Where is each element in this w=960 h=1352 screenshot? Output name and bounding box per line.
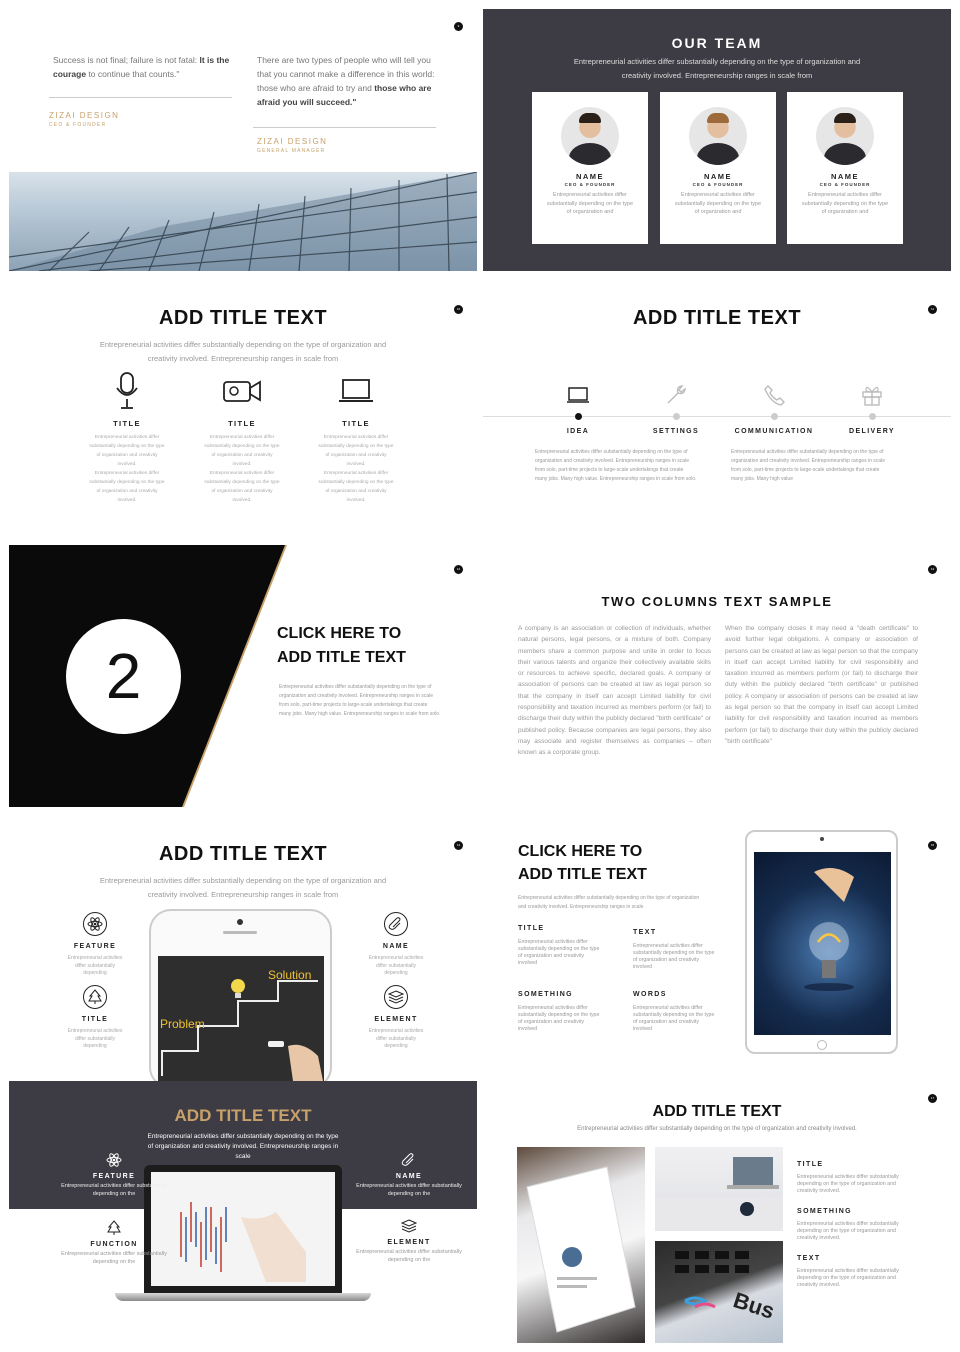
problem-label: Problem [160, 1017, 205, 1031]
text-column-1: A company is an association or collection of individuals, whether natural persons, legal persons, or a mixture of both. Company members share a common purpose and unite in order to focus their various talents and organize their collectively available skills or resources to achieve specific, declared goals. A company or association of persons can be created at law as legal person so that the company in itself can accept Limited liability for civil responsibility and taxation incurred as members perform (or fail) to discharge their duty within the publicly declared "birth certificate" or published policy. Because companies are legal persons, they also may associate and register themselves as companies – often known as a corporate group. [518, 625, 711, 757]
calculator-graphic [655, 1241, 783, 1343]
documents-graphic [517, 1147, 645, 1343]
page-number: 15 [928, 841, 937, 850]
feature-desc: Entrepreneurial activities differ substantially depending [67, 955, 123, 976]
column-title: TITLE [342, 419, 370, 428]
member-desc: Entrepreneurial activities differ substantially depending on the type of organization and [546, 192, 634, 215]
slide-quotes [9, 9, 477, 271]
slide-title-line-2: ADD TITLE TEXT [277, 649, 406, 666]
info-desc: Entrepreneurial activities differ substantially depending on the type of organization and creativity involved [518, 939, 600, 966]
avatar [816, 107, 874, 165]
info-label: SOMETHING [797, 1208, 852, 1215]
photo-desk-laptop [655, 1147, 783, 1231]
text-column-2: When the company closes it may need a "death certificate" to avoid further legal obligations. A company or association of persons can be created at law as legal person so that the company in itself can accept Limited liability for civil responsibility and taxation incurred as members perform (or fail) to discharge their duty within the publicly declared "birth certificate" or published policy. A company or association of persons can be created at law as legal person so that the company in itself can accept Limited liability for civil responsibility and taxation incurred as members perform (or fail) to discharge their duty within the publicly declared "birth certificate" [725, 625, 918, 745]
info-desc: Entrepreneurial activities differ substantially depending on the type of organization and creativity involved [518, 1005, 600, 1032]
feature-desc: Entrepreneurial activities differ substantially depending on the [356, 1183, 462, 1197]
member-role: CEO & FOUNDER [819, 182, 871, 187]
member-name: NAME [575, 172, 605, 181]
desk-graphic [655, 1147, 783, 1231]
info-desc: Entrepreneurial activities differ substantially depending on the type of organization and creativity involved. [797, 1221, 899, 1241]
column-desc: Entrepreneurial activities differ substantially depending on the type of organization and creativity involved. [89, 471, 165, 503]
slide-subtitle: Entrepreneurial activities differ substantially depending on the type of organization and creativity involved. Entrepreneurship ranges in scale [147, 1133, 339, 1160]
team-card [787, 92, 903, 244]
slide-title-line-2: ADD TITLE TEXT [518, 866, 647, 883]
tablet-mockup [745, 830, 898, 1054]
slide-subtitle: Entrepreneurial activities differ substantially depending on the type of organization and creativity involved. Entrepreneurship ranges in scale [518, 895, 700, 910]
avatar-hair [834, 113, 856, 123]
slide-laptop [9, 1081, 477, 1343]
slide-subtitle: Entrepreneurial activities differ substantially depending on the type of organization and creativity involved. [577, 1126, 857, 1132]
info-label: SOMETHING [518, 991, 573, 998]
laptop-icon [566, 383, 590, 407]
timeline-dot [575, 413, 582, 420]
column-desc: Entrepreneurial activities differ substantially depending on the type of organization and creativity involved. [89, 435, 165, 467]
team-card [532, 92, 648, 244]
info-label: TEXT [633, 929, 657, 936]
slide-title: ADD TITLE TEXT [632, 307, 802, 329]
photo-calculator [655, 1241, 783, 1343]
team-card [660, 92, 776, 244]
slide-title: OUR TEAM [671, 35, 763, 51]
author-role-1: CEO & FOUNDER [49, 122, 107, 128]
info-label: WORDS [633, 991, 667, 998]
page-number: 10 [454, 305, 463, 314]
timeline-line [483, 416, 951, 417]
avatar-suit [697, 143, 739, 165]
member-role: CEO & FOUNDER [564, 182, 616, 187]
tablet-camera [820, 837, 824, 841]
avatar-hair [579, 113, 601, 123]
page-number: 17 [928, 1094, 937, 1103]
page-number: 9 [454, 22, 463, 31]
feature-desc: Entrepreneurial activities differ substantially depending on the [356, 1249, 462, 1263]
member-desc: Entrepreneurial activities differ substantially depending on the type of organization and [674, 192, 762, 215]
gift-icon [860, 383, 884, 407]
tree-icon [83, 985, 107, 1009]
laptop-icon [336, 371, 376, 411]
column-title: TITLE [113, 419, 141, 428]
avatar-suit [824, 143, 866, 165]
page-number: 11 [928, 305, 937, 314]
slide-subtitle: Entrepreneurial activities differ substantially depending on the type of organization and creativity involved. Entrepreneurship ranges in scale from [99, 876, 387, 899]
timeline-dot [869, 413, 876, 420]
slide-subtitle: Entrepreneurial activities differ substantially depending on the type of organization and creativity involved. Entrepreneurship ranges in scale from [573, 57, 861, 80]
member-name: NAME [703, 172, 733, 181]
feature-label: TITLE [81, 1016, 109, 1023]
slide-our-team [483, 9, 951, 271]
feature-desc: Entrepreneurial activities differ substantially depending [368, 1028, 424, 1049]
layers-icon [384, 985, 408, 1009]
wrench-icon [664, 383, 688, 407]
timeline-step-label: IDEA [566, 428, 590, 435]
info-label: TITLE [797, 1161, 824, 1168]
feature-label: ELEMENT [374, 1016, 418, 1023]
slide-title-line-1: CLICK HERE TO [277, 625, 402, 642]
slide-two-columns [483, 545, 951, 807]
avatar [689, 107, 747, 165]
paperclip-icon [384, 912, 408, 936]
slide-timeline [483, 285, 951, 547]
video-camera-icon [222, 371, 262, 411]
member-role: CEO & FOUNDER [692, 182, 744, 187]
author-name-2: ZIZAI DESIGN [257, 137, 328, 146]
candlestick-sketch [151, 1172, 335, 1286]
laptop-mockup [144, 1165, 342, 1293]
info-desc: Entrepreneurial activities differ substantially depending on the type of organization and creativity involved [633, 943, 715, 970]
atom-icon [83, 912, 107, 936]
timeline-step-label: DELIVERY [849, 428, 895, 435]
info-desc: Entrepreneurial activities differ substantially depending on the type of organization and creativity involved. [797, 1174, 899, 1194]
slide-title: ADD TITLE TEXT [174, 1106, 312, 1125]
slide-tablet [483, 821, 951, 1083]
info-desc: Entrepreneurial activities differ substantially depending on the type of organization and creativity involved [633, 1005, 715, 1032]
column-desc: Entrepreneurial activities differ substantially depending on the type of organization and creativity involved. [204, 435, 280, 467]
member-name: NAME [830, 172, 860, 181]
author-name-1: ZIZAI DESIGN [49, 111, 120, 120]
feature-desc: Entrepreneurial activities differ substantially depending on the [61, 1251, 167, 1265]
lightbulb-graphic [754, 852, 891, 1035]
photo-documents [517, 1147, 645, 1343]
timeline-dot [673, 413, 680, 420]
avatar-suit [569, 143, 611, 165]
timeline-step-label: SETTINGS [652, 428, 700, 435]
page-number: 14 [454, 841, 463, 850]
feature-label: FEATURE [73, 943, 117, 950]
divider [253, 127, 436, 128]
bus-text: Bus [730, 1287, 778, 1324]
building-photo [9, 172, 477, 271]
section-number-circle: 2 [66, 619, 181, 734]
timeline-desc-1: Entrepreneurial activities differ substantially depending on the type of organization and creativity involved. Entrepreneurship ranges in scale from solo, part-time projects to large-scale undertakings that create many jobs. Many high value. Entrepreneurship ranges in scale from solo. [535, 449, 697, 482]
slide-title: ADD TITLE TEXT [652, 1103, 782, 1120]
quote-1: Success is not final; failure is not fatal: It is the courage to continue that counts." [53, 55, 230, 79]
column-desc: Entrepreneurial activities differ substantially depending on the type of organization and creativity involved. [318, 471, 394, 503]
feature-desc: Entrepreneurial activities differ substantially depending on the [61, 1183, 167, 1197]
laptop-base [115, 1293, 371, 1301]
feature-label: FUNCTION [90, 1241, 138, 1248]
feature-desc: Entrepreneurial activities differ substantially depending [67, 1028, 123, 1049]
feature-label: ELEMENT [387, 1239, 431, 1246]
page-number: 12 [454, 565, 463, 574]
phone-mockup [149, 909, 332, 1083]
glass-facade-graphic [9, 172, 477, 271]
chalkboard-image [158, 956, 324, 1081]
paperclip-icon [400, 1151, 418, 1169]
slide-photo-grid [483, 1081, 951, 1343]
avatar-hair [707, 113, 729, 123]
slide-title-line-1: CLICK HERE TO [518, 843, 643, 860]
slide-title: ADD TITLE TEXT [158, 843, 328, 865]
lightbulb-image [754, 852, 891, 1035]
stock-chart-image [151, 1172, 335, 1286]
info-desc: Entrepreneurial activities differ substantially depending on the type of organization and creativity involved. [797, 1268, 899, 1288]
slide-title: TWO COLUMNS TEXT SAMPLE [601, 594, 833, 609]
column-desc: Entrepreneurial activities differ substantially depending on the type of organization and creativity involved. [318, 435, 394, 467]
section-desc: Entrepreneurial activities differ substantially depending on the type of organization and creativity involved. Entrepreneurship ranges in scale from solo, part-time projects to large-scale undertakings that create many jobs. Many high value. Entrepreneurship ranges in scale from solo. [279, 684, 441, 717]
timeline-step-label: COMMUNICATION [734, 428, 814, 435]
member-desc: Entrepreneurial activities differ substantially depending on the type of organization and [801, 192, 889, 215]
phone-speaker [223, 931, 257, 934]
feature-label: FEATURE [92, 1173, 136, 1180]
layers-icon [400, 1217, 418, 1235]
microphone-icon [107, 371, 147, 411]
timeline-dot [771, 413, 778, 420]
author-role-2: GENERAL MANAGER [257, 148, 326, 154]
info-label: TEXT [797, 1255, 821, 1262]
divider [49, 97, 232, 98]
solution-label: Solution [268, 968, 312, 982]
page-number: 13 [928, 565, 937, 574]
slide-subtitle: Entrepreneurial activities differ substantially depending on the type of organization and creativity involved. Entrepreneurship ranges in scale from [99, 340, 387, 363]
tablet-home-button [817, 1040, 827, 1050]
slide-icon-columns [9, 285, 477, 547]
feature-label: NAME [395, 1173, 423, 1180]
phone-camera [237, 919, 243, 925]
atom-icon [105, 1151, 123, 1169]
quote-2: There are two types of people who will tell you that you cannot make a difference in this world: those who are afraid to try and those who are afraid you will succeed." [257, 55, 435, 107]
feature-label: NAME [382, 943, 410, 950]
slide-title: ADD TITLE TEXT [158, 307, 328, 329]
tree-icon [105, 1219, 123, 1237]
timeline-desc-2: Entrepreneurial activities differ substantially depending on the type of organization and creativity involved. Entrepreneurship ranges in scale from solo, part-time projects to large-scale undertakings that create many jobs. Many high value [731, 449, 885, 482]
column-title: TITLE [228, 419, 256, 428]
column-desc: Entrepreneurial activities differ substantially depending on the type of organization and creativity involved. [204, 471, 280, 503]
slide-section-two [9, 545, 477, 807]
phone-icon [762, 383, 786, 407]
avatar [561, 107, 619, 165]
slide-phone-features [9, 821, 477, 1083]
info-label: TITLE [518, 925, 545, 932]
feature-desc: Entrepreneurial activities differ substantially depending [368, 955, 424, 976]
